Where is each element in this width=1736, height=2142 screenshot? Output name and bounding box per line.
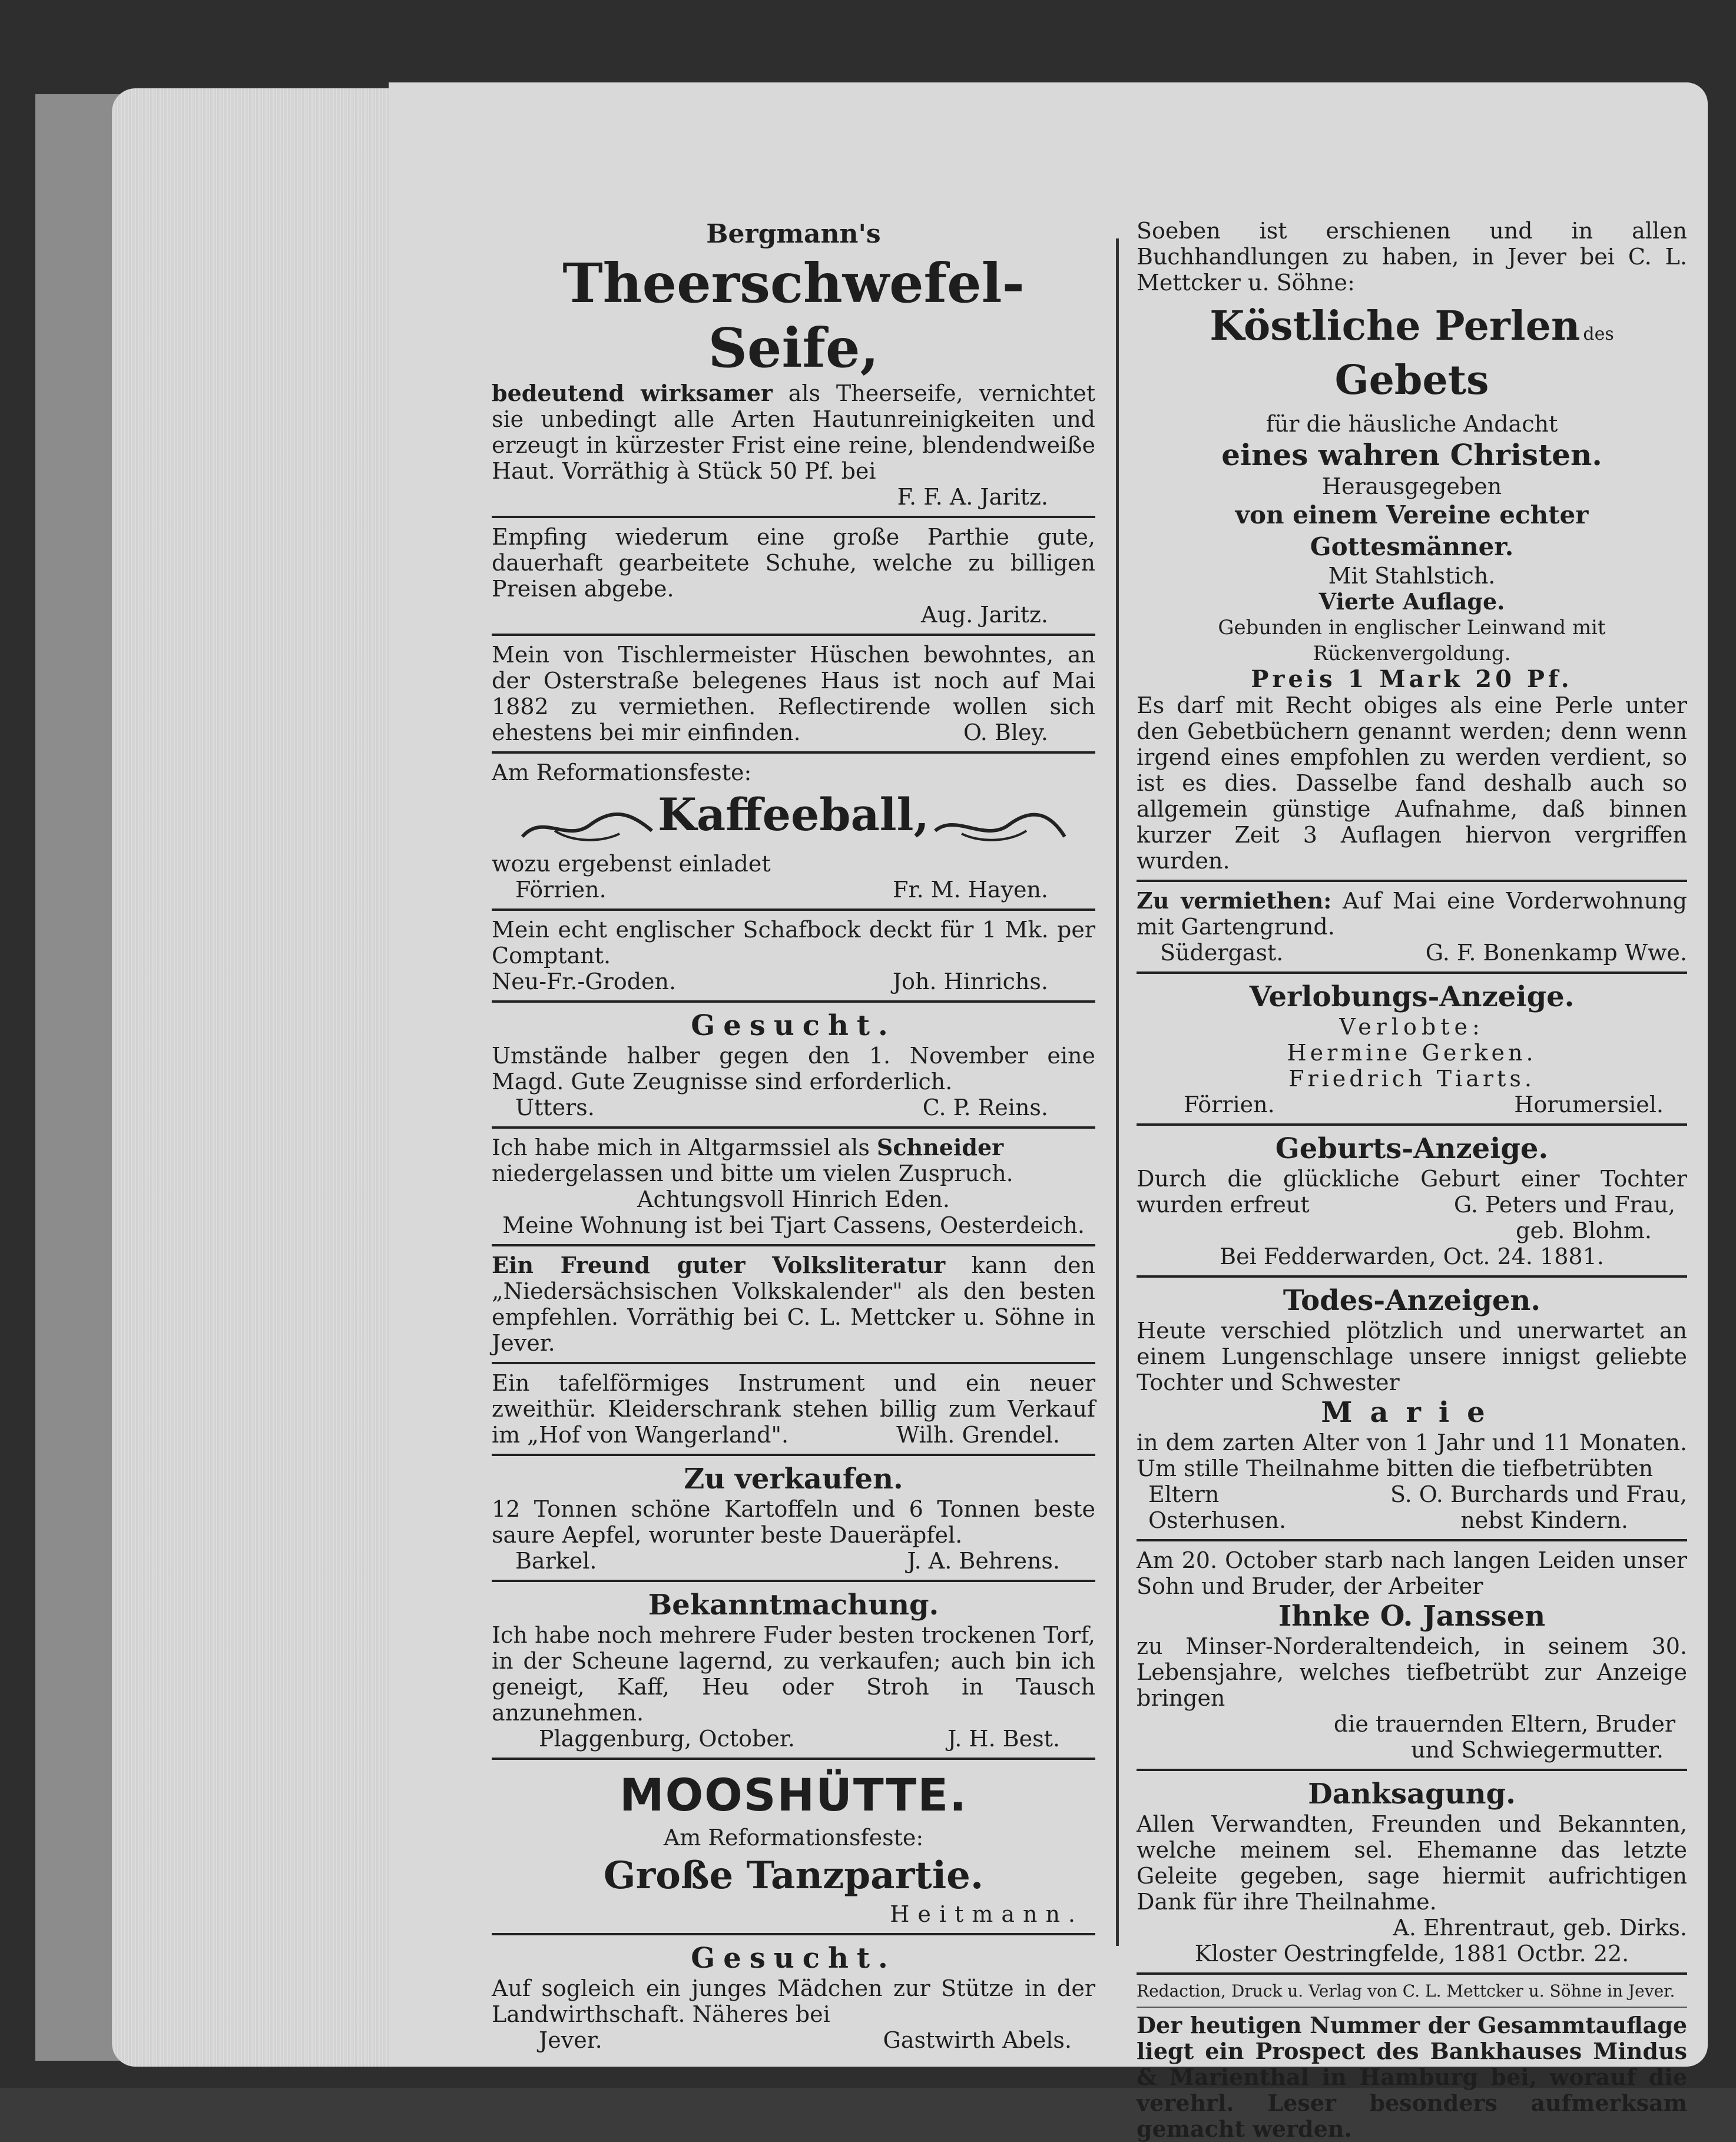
ad-body: Am 20. October starb nach langen Leiden unser Sohn und Bruder, der Arbeiter: [1137, 1547, 1687, 1599]
ad-place: Jever.: [539, 2027, 602, 2053]
ad-haus: [492, 642, 1095, 745]
ad-todes-marie: [1137, 1284, 1687, 1533]
ad-place: Horumersiel.: [1514, 1092, 1664, 1118]
ad-title: MOOSHÜTTE.: [619, 1768, 968, 1821]
ad-volkskalender: [492, 1252, 1095, 1356]
ad-signature: G. F. Bonenkamp Wwe.: [1425, 940, 1687, 966]
ad-title: Geburts-Anzeige.: [1275, 1132, 1549, 1165]
ad-body: Allen Verwandten, Freunden und Bekannten, welche meinem sel. Ehemanne das letzte Geleite gegeben, sage hiermit aufrichtigen Dank für ihre Theilnahme.: [1137, 1811, 1687, 1915]
ad-sub4: von einem Vereine echter Gottesmänner.: [1235, 500, 1589, 561]
ad-name1: Hermine Gerken.: [1287, 1040, 1537, 1066]
rule: [492, 751, 1095, 754]
ad-title: Bekanntmachung.: [648, 1588, 939, 1622]
ad-title-row: [492, 788, 1095, 848]
rule: [492, 1933, 1095, 1935]
rule: [1137, 1539, 1687, 1541]
ad-signature: Heitmann.: [890, 1901, 1084, 1927]
ad-pre: Am Reformationsfeste:: [663, 1824, 924, 1851]
ad-body: Ich habe noch mehrere Fuder besten trockenen Torf, in der Scheune lagernd, zu verkaufen; auch bin ich geneigt, Kaff, Heu oder Stroh in Tausch anzunehmen.: [492, 1622, 1095, 1726]
ad-title: Gesucht.: [691, 1009, 896, 1042]
ad-date: Kloster Oestringfelde, 1881 Octbr. 22.: [1194, 1941, 1629, 1967]
ad-brand: Bergmann's: [706, 219, 881, 249]
ad-bold: Schneider: [876, 1133, 1004, 1160]
ad-schafbock: [492, 917, 1095, 994]
ad-lead: Ein Freund guter Volksliteratur: [492, 1251, 946, 1278]
ad-signature: Joh. Hinrichs.: [892, 968, 1048, 994]
ad-body: Durch die glückliche Geburt einer Tochter wurden erfreut: [1137, 1166, 1687, 1218]
ad-instrument: [492, 1370, 1095, 1448]
ad-verlobung: [1137, 980, 1687, 1118]
ad-body: zu Minser-Norderaltendeich, in seinem 30. Lebensjahre, welches tiefbetrübt zur Anzeige bringen: [1137, 1633, 1687, 1711]
ad-body: [492, 380, 1095, 484]
ad-pre: Soeben ist erschienen und in allen Buchhandlungen zu haben, in Jever bei C. L. Mettcker u. Söhne:: [1137, 218, 1687, 296]
rule: [1137, 1972, 1687, 1975]
ad-place: Förrien.: [515, 876, 607, 903]
ad-sub1: für die häusliche Andacht: [1265, 411, 1558, 437]
ad-title-a: Köstliche Perlen: [1210, 303, 1581, 350]
ad-place: Südergast.: [1160, 940, 1284, 966]
rule: [492, 1580, 1095, 1582]
ad-price: Preis 1 Mark 20 Pf.: [1251, 665, 1573, 693]
ad-sub3: Herausgegeben: [1321, 473, 1502, 499]
ad-signature: O. Bley.: [963, 719, 1048, 745]
ad-title: Todes-Anzeigen.: [1283, 1284, 1541, 1317]
ad-signature: J. H. Best.: [947, 1725, 1060, 1752]
ad-signature: die trauernden Eltern, Bruder: [1333, 1711, 1675, 1737]
ad-title-row: [1137, 299, 1687, 407]
rule: [492, 1244, 1095, 1246]
ad-title: Theerschwefel-Seife,: [562, 251, 1025, 380]
ad-footer: [492, 877, 1095, 903]
ad-body-text: kann den „Niedersächsischen Volkskalender" als den besten empfehlen. Vorräthig bei C. L. Mettcker u. Söhne in Jever.: [492, 1252, 1095, 1356]
ad-footer: [1137, 1092, 1687, 1118]
ad-title: Zu verkaufen.: [684, 1462, 903, 1496]
ad-mooshuette: [492, 1766, 1095, 1927]
ad-kaffeeball: [492, 760, 1095, 903]
ad-body-text: als Theerseife, vernichtet sie unbedingt alle Arten Hautunreinigkeiten und erzeugt in kürzester Frist eine reine, blendendweiße Haut. Vorräthig à Stück 50 Pf. bei: [492, 380, 1095, 484]
rule: [492, 1758, 1095, 1760]
ad-schuhe: [492, 524, 1095, 628]
ad-body: Es darf mit Recht obiges als eine Perle unter den Gebetbüchern genannt werden; denn wenn irgend eines empfohlen zu werden verdient, so ist es dies. Dasselbe fand deshalb auch so allgemein günstige Aufnahme, daß binnen kurzer Zeit 3 Auflagen hiervon vergriffen wurden.: [1137, 692, 1687, 874]
ad-signature: J. A. Behrens.: [907, 1547, 1060, 1574]
ad-zu-vermiethen: [1137, 888, 1687, 966]
ad-title: Kaffeeball,: [658, 788, 929, 841]
ad-body: Empfing wiederum eine große Parthie gute, dauerhaft gearbeitete Schuhe, welche zu billigen Preisen abgebe.: [492, 524, 1095, 602]
ad-signature: geb. Blohm.: [1516, 1218, 1652, 1244]
rule: [492, 908, 1095, 911]
ad-pre: Verlobte:: [1339, 1014, 1485, 1040]
ad-danksagung: [1137, 1777, 1687, 1967]
ad-bekanntmachung: [492, 1588, 1095, 1752]
ad-signature: Fr. M. Hayen.: [893, 876, 1048, 903]
ad-place: Utters.: [515, 1094, 595, 1120]
ad-gesucht-magd: [492, 1009, 1095, 1120]
ad-signature: Aug. Jaritz.: [921, 602, 1048, 628]
ad-footer: [492, 1726, 1095, 1752]
ad-footer: [1137, 940, 1687, 966]
ad-body: [1137, 888, 1687, 940]
rule: [492, 634, 1095, 636]
ad-place: Förrien.: [1184, 1092, 1275, 1118]
ad-subtitle: Große Tanzpartie.: [603, 1853, 984, 1898]
rule: [492, 516, 1095, 518]
ad-name: Ihnke O. Janssen: [1278, 1600, 1546, 1633]
rule: [1137, 971, 1687, 974]
rule: [492, 1126, 1095, 1129]
ad-body: in dem zarten Alter von 1 Jahr und 11 Monaten. Um stille Theilnahme bitten die tiefbetrübten: [1137, 1430, 1687, 1481]
ad-lead: Zu vermiethen:: [1137, 887, 1332, 914]
ad-name2: Friedrich Tiarts.: [1288, 1066, 1535, 1092]
ad-body: Heute verschied plötzlich und unerwartet an einem Lungenschlage unsere innigst geliebte Tochter und Schwester: [1137, 1318, 1687, 1395]
ad-signature: Wilh. Grendel.: [896, 1421, 1060, 1448]
ad-body: Ein tafelförmiges Instrument und ein neuer zweithür. Kleiderschrank stehen billig zum Verkauf im „Hof von Wangerland".: [492, 1370, 1095, 1448]
ornament-left-icon: [519, 807, 655, 848]
ad-title-b: Gebets: [1334, 357, 1489, 404]
imprint: Redaction, Druck u. Verlag von C. L. Mettcker u. Söhne in Jever.: [1137, 1981, 1675, 2001]
ad-body: wozu ergebenst einladet: [492, 850, 771, 877]
ad-body: 12 Tonnen schöne Kartoffeln und 6 Tonnen beste saure Aepfel, worunter beste Daueräpfel.: [492, 1496, 1095, 1548]
ad-signature: A. Ehrentraut, geb. Dirks.: [1393, 1915, 1687, 1941]
rule: [492, 1000, 1095, 1003]
ad-title: Gesucht.: [691, 1941, 896, 1975]
ad-body: Mein echt englischer Schafbock deckt für 1 Mk. per Comptant.: [492, 916, 1095, 969]
right-column: [1137, 218, 1687, 2142]
ad-name: Marie: [1321, 1396, 1503, 1429]
ad-zu-verkaufen: [492, 1462, 1095, 1574]
ad-lead: bedeutend wirksamer: [492, 380, 773, 406]
ad-line3: Meine Wohnung ist bei Tjart Cassens, Oesterdeich.: [502, 1212, 1085, 1238]
rule: [1137, 1275, 1687, 1278]
ornament-right-icon: [932, 807, 1068, 848]
ad-text: Ich habe mich in Altgarmssiel als: [492, 1134, 870, 1160]
column-divider: [1116, 238, 1119, 1946]
ad-body: [492, 1252, 1095, 1356]
ad-signature: nebst Kindern.: [1460, 1507, 1628, 1533]
left-column: [492, 218, 1095, 2053]
ad-footer: [492, 969, 1095, 994]
ad-signature: Gastwirth Abels.: [883, 2027, 1072, 2053]
ad-body-text: Auf Mai eine Vorderwohnung mit Gartengrund.: [1137, 888, 1687, 940]
rule: [1137, 1123, 1687, 1126]
ad-place: Osterhusen.: [1148, 1507, 1287, 1533]
ad-schneider: [492, 1135, 1095, 1238]
supplement-notice: Der heutigen Nummer der Gesammtauflage liegt ein Prospect des Bankhauses Mindus & Marienthal in Hamburg bei, worauf die verehrl. Leser besonders aufmerksam gemacht werden.: [1137, 2012, 1687, 2142]
ad-title-des: des: [1583, 324, 1614, 344]
ad-pre: Am Reformationsfeste:: [492, 760, 752, 785]
page-edges: [112, 88, 395, 2067]
ad-signature: F. F. A. Jaritz.: [897, 484, 1048, 510]
ad-line1: [492, 1135, 1095, 1160]
ad-sub6: Vierte Auflage.: [1318, 588, 1505, 615]
ad-koestliche-perlen: [1137, 218, 1687, 874]
ad-title: Danksagung.: [1308, 1778, 1516, 1811]
ad-signature: S. O. Burchards und Frau,: [1390, 1481, 1687, 1507]
ad-footer: [1137, 1481, 1687, 1507]
ad-title: Verlobungs-Anzeige.: [1249, 980, 1575, 1013]
ad-sub7: Gebunden in englischer Leinwand mit Rückenvergoldung.: [1218, 616, 1606, 665]
ad-signature: G. Peters und Frau,: [1453, 1192, 1675, 1218]
ad-footer: [492, 2027, 1095, 2053]
ad-place: Plaggenburg, October.: [539, 1725, 795, 1752]
ad-theerschwefel-seife: [492, 218, 1095, 510]
ad-sub5: Mit Stahlstich.: [1328, 563, 1496, 589]
ad-body: Auf sogleich ein junges Mädchen zur Stütze in der Landwirthschaft. Näheres bei: [492, 1975, 1095, 2027]
ad-gesucht-maedchen: [492, 1941, 1095, 2053]
ad-place: Barkel.: [515, 1547, 597, 1574]
ad-footer: [1137, 1507, 1687, 1533]
ad-todes-janssen: [1137, 1547, 1687, 1763]
ad-line2: niedergelassen und bitte um vielen Zuspruch.: [492, 1160, 1013, 1186]
ad-place: Eltern: [1148, 1481, 1220, 1507]
ad-body: Umstände halber gegen den 1. November eine Magd. Gute Zeugnisse sind erforderlich.: [492, 1042, 1095, 1095]
ad-signature: und Schwiegermutter.: [1411, 1737, 1664, 1763]
ad-body: Mein von Tischlermeister Hüschen bewohntes, an der Osterstraße belegenes Haus ist noch auf Mai 1882 zu vermiethen. Reflectirende wollen sich ehestens bei mir einfinden.: [492, 642, 1095, 745]
ad-place: Neu-Fr.-Groden.: [492, 968, 677, 994]
rule: [1137, 880, 1687, 882]
ad-date: Bei Fedderwarden, Oct. 24. 1881.: [1220, 1244, 1604, 1269]
ad-geburt: [1137, 1132, 1687, 1269]
ad-signature: Achtungsvoll Hinrich Eden.: [637, 1186, 950, 1212]
ad-footer: [492, 1095, 1095, 1120]
ad-footer: [492, 1548, 1095, 1574]
rule: [492, 1362, 1095, 1364]
ad-signature: C. P. Reins.: [922, 1094, 1048, 1120]
rule: [492, 1454, 1095, 1456]
rule: [1137, 1769, 1687, 1771]
rule: [1137, 2007, 1687, 2008]
ad-sub2: eines wahren Christen.: [1221, 437, 1602, 472]
